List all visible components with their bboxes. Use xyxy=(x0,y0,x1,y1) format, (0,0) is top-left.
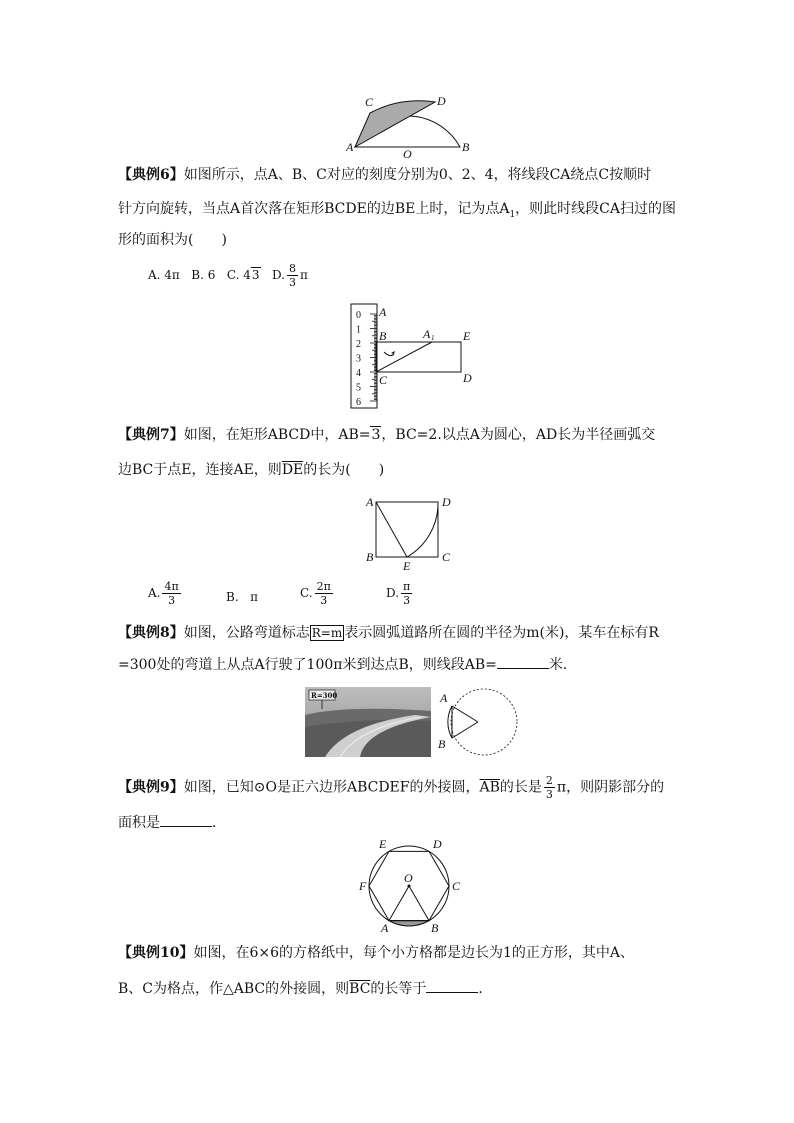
label-c: C xyxy=(442,550,451,564)
label-a: A xyxy=(381,921,389,935)
ruler-numbers xyxy=(356,310,361,408)
arrow-head xyxy=(391,351,395,354)
arc-de xyxy=(407,502,438,557)
answer-blank xyxy=(426,978,478,993)
ex6-text-2b: ，则此时线段CA扫过的图 xyxy=(515,201,676,217)
ruler-number: 6 xyxy=(356,397,361,408)
label-d: D xyxy=(437,94,446,108)
radius-b xyxy=(452,722,478,738)
segment-ae xyxy=(376,502,407,557)
hexagon-figure xyxy=(355,836,467,936)
label-b: B xyxy=(366,550,374,564)
shaded-segment xyxy=(389,921,429,926)
ex6-option-b: B. 6 xyxy=(191,268,216,282)
ex8-line-1: 【典例8】如图，公路弯道标志 R=m 表示圆弧道路所在圆的半径为m(米)，某车在标有R xyxy=(118,625,659,641)
ex7-option-b: B. π xyxy=(226,590,258,604)
ex8-tag: 【典例8】 xyxy=(118,625,184,641)
label-e: E xyxy=(463,329,471,343)
label-o: O xyxy=(404,871,413,885)
radius-a xyxy=(452,706,478,722)
ex10-line-2: B、C为格点，作△ABC的外接圆，则$\overline{BC}$的长等于 ． xyxy=(118,978,492,998)
label-e: E xyxy=(379,837,387,851)
ex10-line-1: 【典例10】如图，在6×6的方格纸中，每个小方格都是边长为1的正方形，其中A、 xyxy=(118,945,635,961)
answer-blank xyxy=(160,812,212,827)
label-a: A xyxy=(440,691,448,705)
ex6-option-d: D. $\frac{8}{3}$ π xyxy=(271,262,308,289)
ex7-option-c: C. $\frac{2\pi}{3}$ xyxy=(300,580,331,607)
ex9-tag: 【典例9】 xyxy=(118,779,184,796)
label-o: O xyxy=(403,147,412,160)
ex7-option-d: D. $\frac{\pi}{3}$ xyxy=(386,580,411,607)
sign-r-equals-m: R=m xyxy=(311,626,343,640)
triangle-oab xyxy=(389,886,429,921)
arc-ab xyxy=(448,706,452,738)
ex6-line-1 xyxy=(118,164,651,184)
ruler-number: 4 xyxy=(356,368,361,379)
label-d: D xyxy=(433,837,442,851)
ex6-option-c: C. 43 xyxy=(226,268,260,282)
ex7-line-1: 【典例7】如图，在矩形ABCD中，AB=3，BC=2.以点A为圆心，AD长为半径画弧交 xyxy=(118,427,656,443)
ex7-line-2: 边BC于点E，连接AE，则$\overline{DE}$的长为( ) xyxy=(118,462,385,478)
label-b: B xyxy=(462,140,470,154)
circle-chord-figure xyxy=(432,686,524,758)
label-a1: A xyxy=(423,327,431,341)
label-b: B xyxy=(379,329,387,343)
label-a1-sub: 1 xyxy=(431,334,435,342)
semicircle-figure xyxy=(340,92,470,160)
label-c: C xyxy=(365,95,374,109)
segment-ca1 xyxy=(376,342,432,372)
label-a: A xyxy=(366,495,374,509)
ex6-line-2 xyxy=(118,198,676,220)
road-photo xyxy=(305,687,431,757)
ruler-number: 5 xyxy=(356,382,361,394)
label-a: A xyxy=(379,305,387,319)
label-d: D xyxy=(442,495,451,509)
label-c: C xyxy=(379,373,388,387)
rectangle-abcd xyxy=(376,502,438,557)
ex10-tag: 【典例10】 xyxy=(118,945,194,961)
label-d: D xyxy=(463,371,472,385)
ruler-number: 0 xyxy=(356,310,361,321)
ex6-text-2: 针方向旋转，当点A首次落在矩形BCDE的边BE上时，记为点A xyxy=(118,201,510,217)
label-b: B xyxy=(438,737,446,751)
rectangle-bcde xyxy=(376,342,461,372)
ruler-number: 1 xyxy=(356,324,361,336)
label-c: C xyxy=(452,879,461,893)
rectangle-arc-figure xyxy=(362,494,462,574)
ex7-option-a: A. $\frac{4\pi}{3}$ xyxy=(148,580,179,607)
ex9-line-2: 面积是 ． xyxy=(118,812,226,832)
ruler xyxy=(351,304,377,408)
ruler-number: 2 xyxy=(356,339,361,350)
road-sign-label: R=300 xyxy=(311,691,338,700)
ex6-text-1: 如图所示，点A、B、C对应的刻度分别为0、2、4，将线段CA绕点C按顺时 xyxy=(183,167,652,183)
label-b: B xyxy=(431,921,439,935)
dashed-circle xyxy=(451,689,517,755)
ex9-line-1: 【典例9】如图，已知⊙O是正六边形ABCDEF的外接圆，$\overline{AB}$的长是 $\frac{2}{3}$ π，则阴影部分的 xyxy=(118,774,665,801)
answer-blank xyxy=(497,654,549,669)
ruler-figure xyxy=(350,302,480,410)
ex6-option-a: A. 4π xyxy=(148,268,180,282)
label-a: A xyxy=(346,140,354,154)
ruler-number: 3 xyxy=(356,353,361,365)
ex6-line-3 xyxy=(118,229,227,249)
ex6-options xyxy=(148,262,308,289)
ex6-tag: 【典例6】 xyxy=(118,167,184,183)
ex6-text-3: 形的面积为( ) xyxy=(118,232,227,248)
label-e: E xyxy=(403,559,411,573)
ex7-tag: 【典例7】 xyxy=(118,427,184,443)
label-f: F xyxy=(359,879,367,893)
ex8-line-2: =300处的弯道上从点A行驶了100π米到达点B，则线段AB= 米． xyxy=(118,654,577,674)
ex6-sub: 1 xyxy=(509,209,516,220)
